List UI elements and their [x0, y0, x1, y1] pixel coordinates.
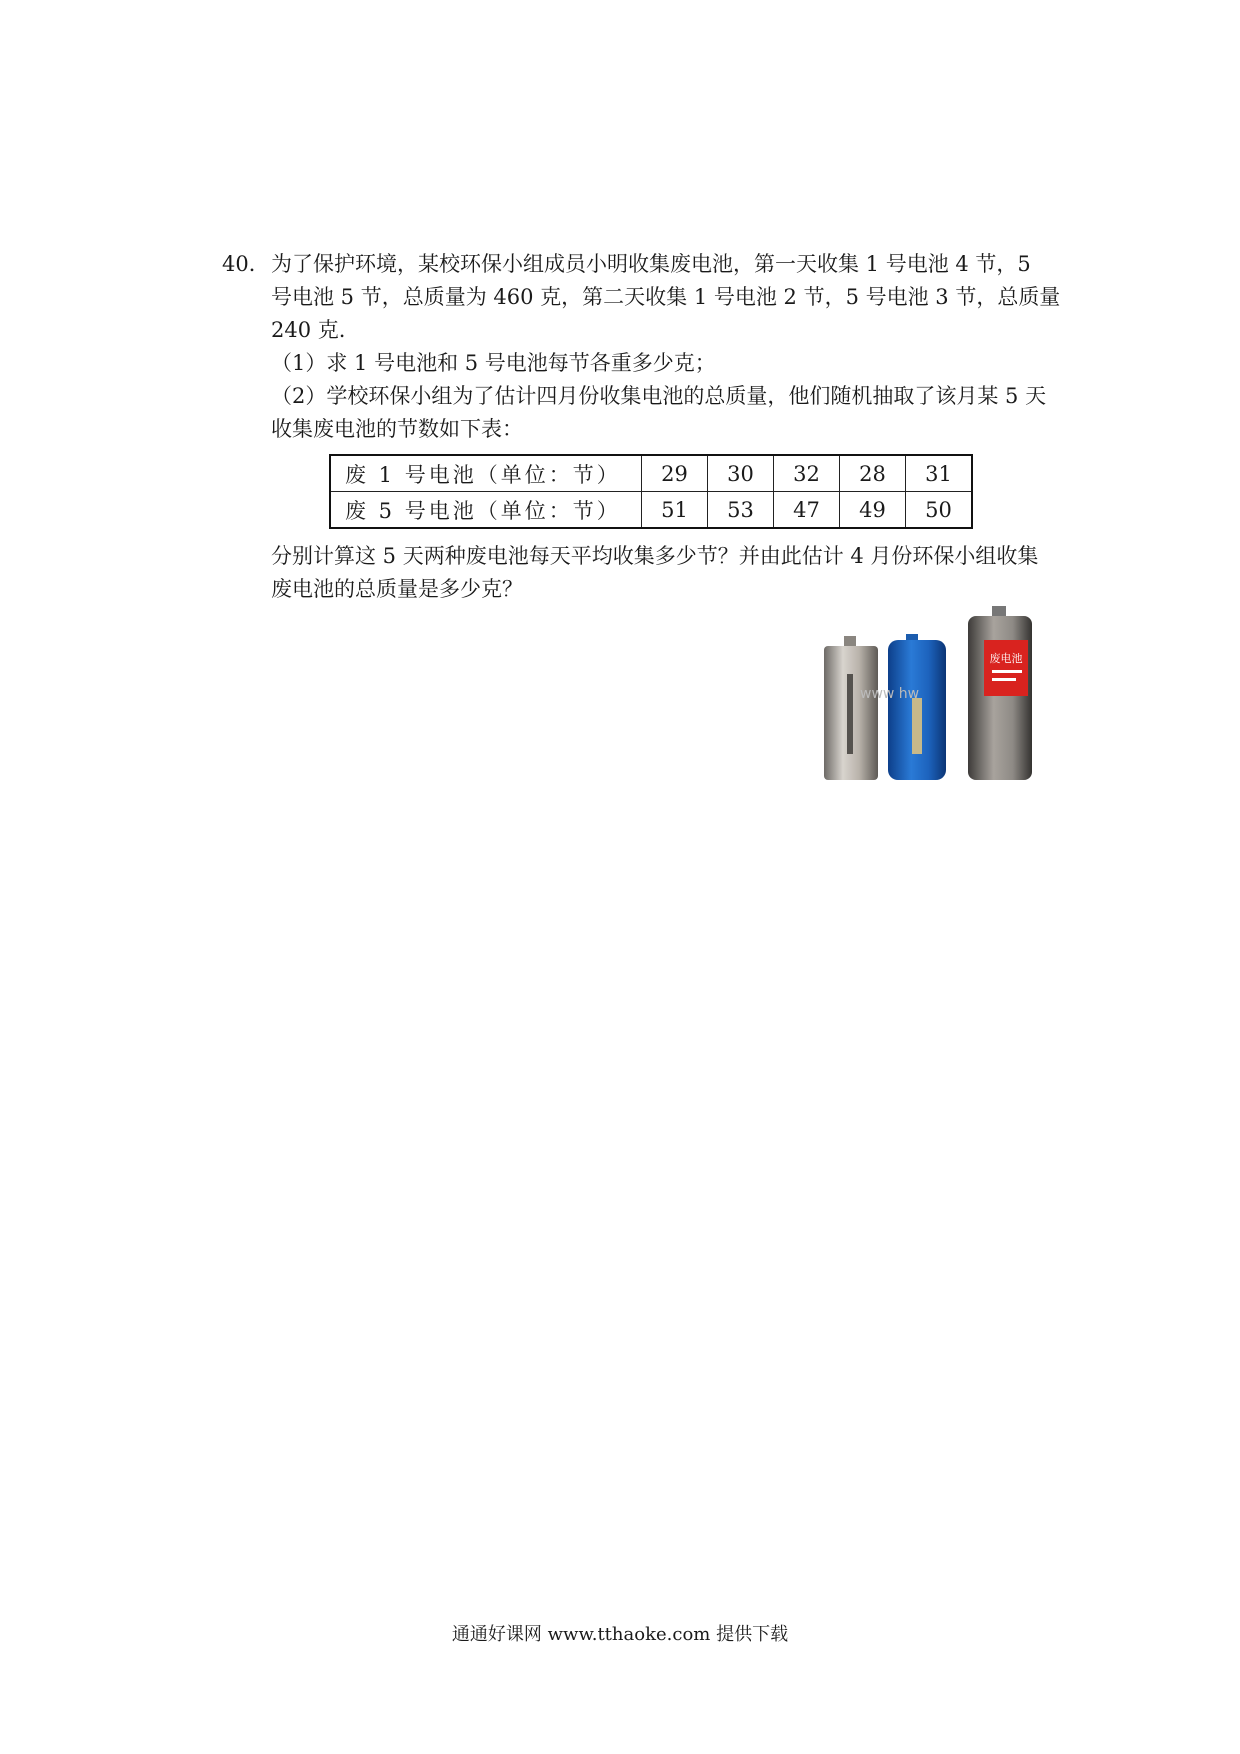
footer: 通通好课网 www.tthaoke.com 提供下载: [451, 1624, 789, 1645]
watermark: www hw: [860, 686, 920, 702]
table-cell: 29: [642, 455, 708, 492]
steel-bin: [968, 606, 1032, 780]
followup-line-2: 废电池的总质量是多少克？: [271, 577, 523, 601]
part-2-line-2: 收集废电池的节数如下表：: [271, 417, 523, 441]
table-cell: 51: [642, 492, 708, 529]
intro-line-3: 240 克.: [271, 318, 346, 342]
table-cell: 50: [906, 492, 973, 529]
problem-40: [222, 248, 1062, 446]
table-cell: 47: [774, 492, 840, 529]
table-row: [330, 492, 972, 529]
followup-question: [271, 540, 1061, 606]
silver-bin: [824, 636, 878, 780]
intro-line-2: 号电池 5 节，总质量为 460 克，第二天收集 1 号电池 2 节，5 号电池 3 节，总质量: [271, 285, 1061, 309]
blue-bin: [888, 634, 946, 780]
problem-number: 40．: [222, 252, 270, 276]
problem-body: [271, 248, 1062, 446]
table-cell: 28: [840, 455, 906, 492]
row-label: 废 1 号电池（单位：节）: [330, 455, 642, 492]
battery-count-table: [329, 454, 973, 529]
intro-line-1: 为了保护环境，某校环保小组成员小明收集废电池，第一天收集 1 号电池 4 节，5: [271, 252, 1031, 276]
table-row: [330, 455, 972, 492]
table-cell: 49: [840, 492, 906, 529]
bin-label: 废电池: [989, 652, 1023, 665]
table-cell: 30: [708, 455, 774, 492]
row-label: 废 5 号电池（单位：节）: [330, 492, 642, 529]
followup-line-1: 分别计算这 5 天两种废电池每天平均收集多少节？并由此估计 4 月份环保小组收集: [271, 544, 1039, 568]
battery-bins-photo: [820, 606, 1062, 782]
table-cell: 53: [708, 492, 774, 529]
table-cell: 32: [774, 455, 840, 492]
table-cell: 31: [906, 455, 973, 492]
part-2-line-1: （2）学校环保小组为了估计四月份收集电池的总质量，他们随机抽取了该月某 5 天: [271, 384, 1047, 408]
part-1: （1）求 1 号电池和 5 号电池每节各重多少克；: [271, 351, 716, 375]
